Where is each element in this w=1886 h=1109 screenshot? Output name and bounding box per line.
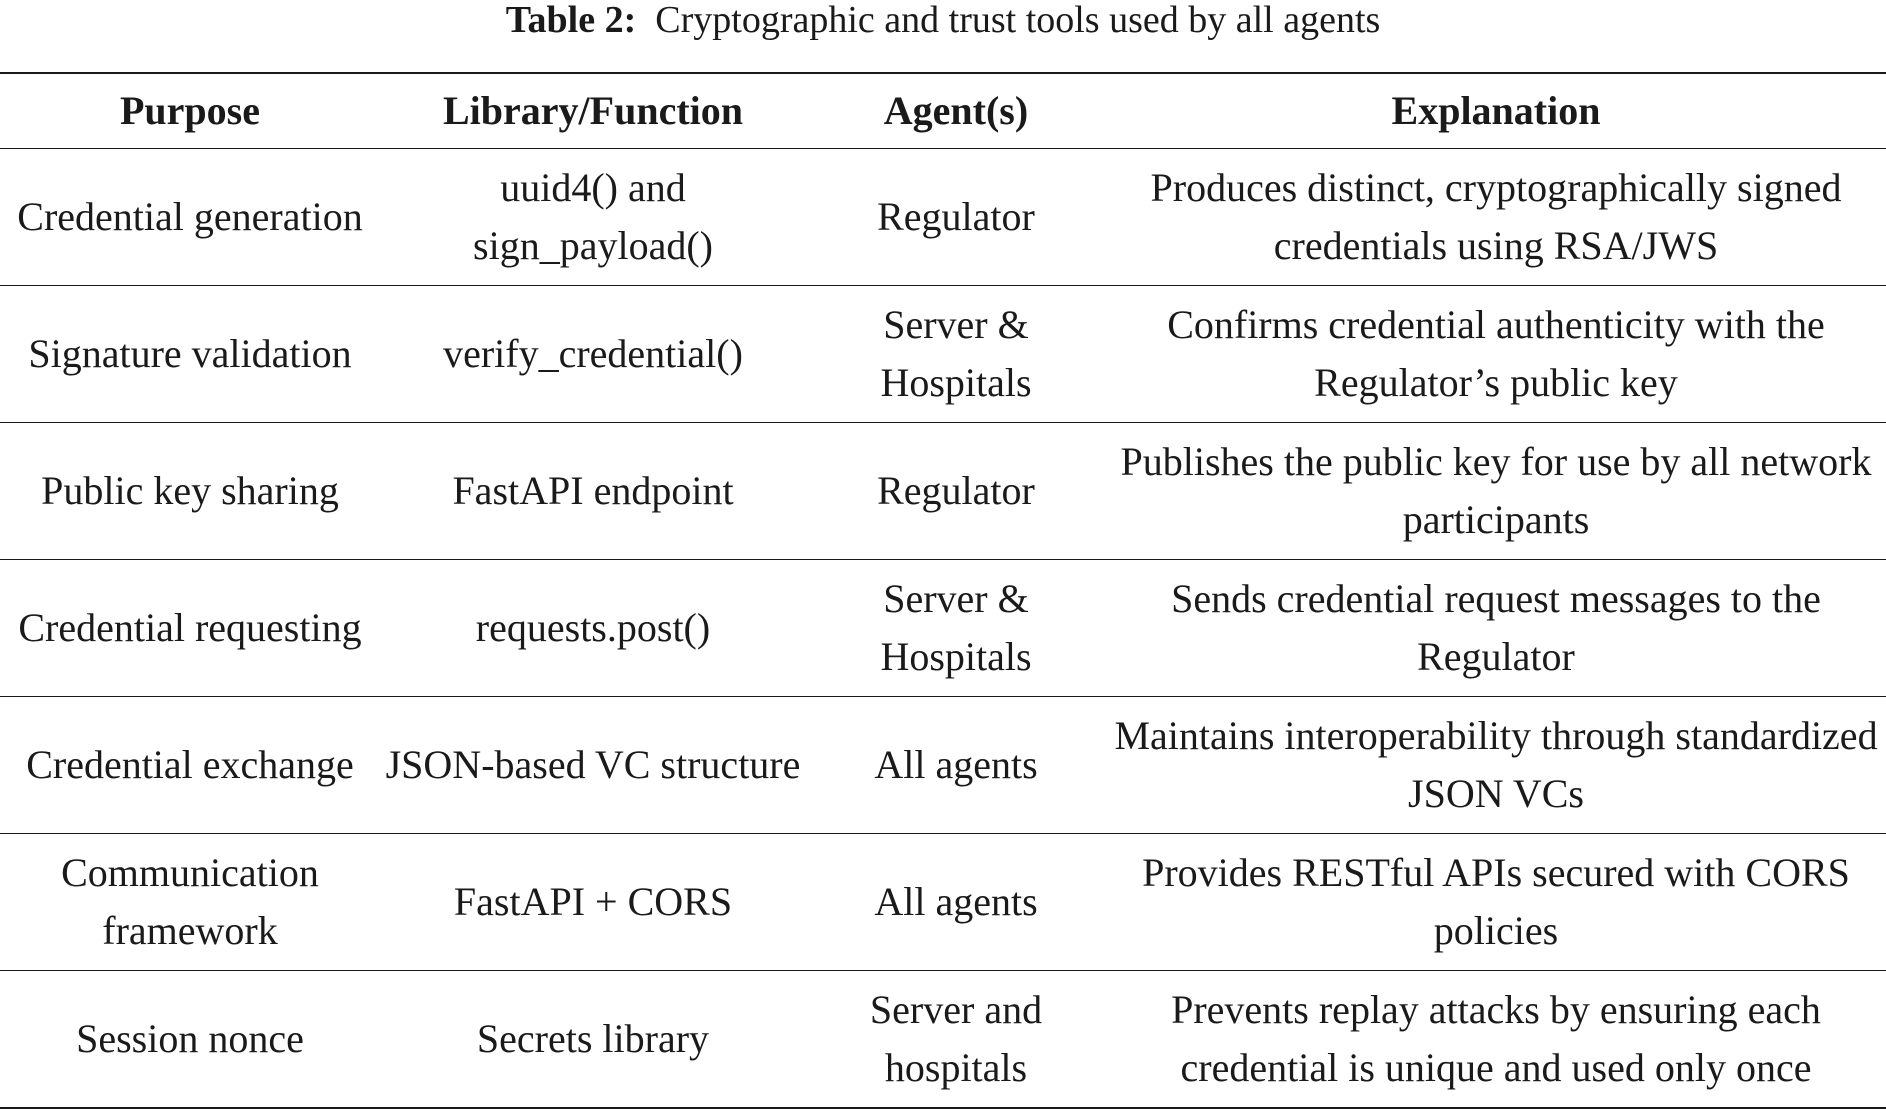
cell-explanation: Produces distinct, cryptographically signed credentials using RSA/JWS — [1106, 149, 1886, 286]
cell-library-function: requests.post() — [380, 560, 806, 697]
cell-library-function: verify_credential() — [380, 286, 806, 423]
table-row — [0, 149, 1886, 286]
cell-purpose: Credential requesting — [0, 560, 380, 697]
cell-purpose: Public key sharing — [0, 423, 380, 560]
table-row — [0, 697, 1886, 834]
table-caption-label: Table 2: — [505, 0, 637, 41]
cell-explanation: Publishes the public key for use by all network participants — [1106, 423, 1886, 560]
cell-agents: All agents — [806, 697, 1106, 834]
cell-agents: Server & Hospitals — [806, 286, 1106, 423]
table-row — [0, 286, 1886, 423]
header-library-function: Library/Function — [380, 73, 806, 149]
cell-library-function: FastAPI + CORS — [380, 834, 806, 971]
table-row — [0, 834, 1886, 971]
cell-purpose: Credential generation — [0, 149, 380, 286]
cell-library-function: JSON-based VC structure — [380, 697, 806, 834]
cell-agents: Server & Hospitals — [806, 560, 1106, 697]
cell-agents: Regulator — [806, 423, 1106, 560]
header-agents: Agent(s) — [806, 73, 1106, 149]
cell-library-function: Secrets library — [476, 1016, 710, 1061]
table-row — [0, 423, 1886, 560]
header-purpose: Purpose — [0, 73, 380, 149]
table-caption — [0, 0, 1886, 40]
header-explanation: Explanation — [1106, 73, 1886, 149]
table-caption-text: Cryptographic and trust tools used by all agents — [655, 0, 1381, 41]
cell-purpose: Signature validation — [0, 286, 380, 423]
cell-explanation: Maintains interoperability through standardized JSON VCs — [1106, 697, 1886, 834]
cell-agents: All agents — [806, 834, 1106, 971]
tools-table — [0, 72, 1886, 1109]
table-row — [0, 560, 1886, 697]
table-header-row — [0, 73, 1886, 149]
cell-explanation: Sends credential request messages to the Regulator — [1106, 560, 1886, 697]
cell-explanation: Prevents replay attacks by ensuring each credential is unique and used only once — [1171, 987, 1821, 1090]
cell-agents: Server and hospitals — [869, 987, 1043, 1090]
cell-library-function: FastAPI endpoint — [380, 423, 806, 560]
cell-explanation: Provides RESTful APIs secured with CORS policies — [1106, 834, 1886, 971]
cell-agents: Regulator — [806, 149, 1106, 286]
cell-purpose: Credential exchange — [0, 697, 380, 834]
cell-purpose: Communication framework — [0, 834, 380, 971]
cell-library-function: uuid4() and sign_payload() — [380, 149, 806, 286]
table-row — [0, 971, 1886, 1109]
cell-purpose: Session nonce — [76, 1016, 304, 1061]
cell-explanation: Confirms credential authenticity with the Regulator’s public key — [1106, 286, 1886, 423]
